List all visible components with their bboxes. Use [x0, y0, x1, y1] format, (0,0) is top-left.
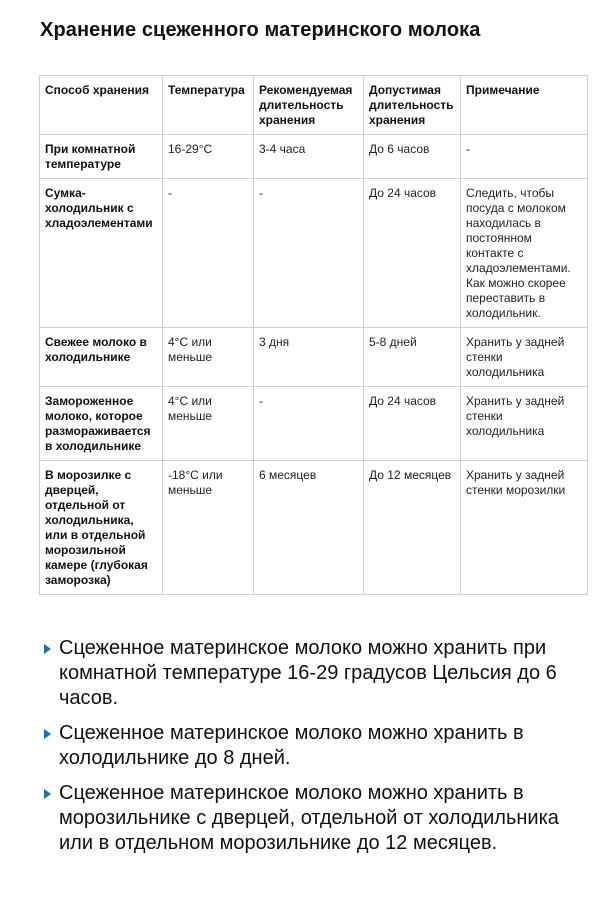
header-temperature: Температура	[163, 76, 254, 135]
table-row	[40, 461, 588, 595]
header-allowed: Допустимая длительность хранения	[364, 76, 461, 135]
cell-recommended: 6 месяцев	[254, 461, 364, 595]
storage-table	[39, 75, 588, 595]
cell-allowed: 5-8 дней	[364, 328, 461, 387]
list-item-text: Сцеженное материнское молоко можно хранить в холодильнике до 8 дней.	[59, 722, 524, 769]
list-item	[44, 781, 594, 856]
cell-allowed: До 12 месяцев	[364, 461, 461, 595]
cell-allowed: До 24 часов	[364, 179, 461, 328]
cell-note: Следить, чтобы посуда с молоком находилась в постоянном контакте с хладоэлементами. Как можно скорее переставить в холодильник.	[461, 179, 588, 328]
cell-method: Свежее молоко в холодильнике	[40, 328, 163, 387]
cell-note: Хранить у задней стенки холодильника	[461, 387, 588, 461]
chevron-right-icon	[44, 789, 51, 799]
cell-method: В морозилке с дверцей, отдельной от холодильника, или в отдельной морозильной камере (глубокая заморозка)	[40, 461, 163, 595]
cell-temperature: 4°C или меньше	[163, 387, 254, 461]
cell-temperature: 16-29°C	[163, 135, 254, 179]
chevron-right-icon	[44, 729, 51, 739]
bullet-list	[44, 636, 594, 866]
cell-method: При комнатной температуре	[40, 135, 163, 179]
cell-allowed: До 24 часов	[364, 387, 461, 461]
table-row	[40, 387, 588, 461]
cell-note: Хранить у задней стенки морозилки	[461, 461, 588, 595]
table-row	[40, 135, 588, 179]
page-title: Хранение сцеженного материнского молока	[40, 19, 481, 41]
table-row	[40, 179, 588, 328]
chevron-right-icon	[44, 644, 51, 654]
cell-temperature: 4°C или меньше	[163, 328, 254, 387]
cell-allowed: До 6 часов	[364, 135, 461, 179]
table-row	[40, 328, 588, 387]
cell-method: Сумка-холодильник с хладоэлементами	[40, 179, 163, 328]
cell-recommended: -	[254, 179, 364, 328]
cell-method: Замороженное молоко, которое размораживается в холодильнике	[40, 387, 163, 461]
cell-recommended: 3-4 часа	[254, 135, 364, 179]
header-note: Примечание	[461, 76, 588, 135]
cell-temperature: -	[163, 179, 254, 328]
list-item	[44, 721, 594, 771]
header-recommended: Рекомендуемая длительность хранения	[254, 76, 364, 135]
cell-recommended: 3 дня	[254, 328, 364, 387]
cell-recommended: -	[254, 387, 364, 461]
list-item-text: Сцеженное материнское молоко можно хранить в морозильнике с дверцей, отдельной от холодильника или в отдельном морозильнике до 12 месяцев.	[59, 782, 559, 854]
table-header-row	[40, 76, 588, 135]
list-item	[44, 636, 594, 711]
header-method: Способ хранения	[40, 76, 163, 135]
cell-note: -	[461, 135, 588, 179]
cell-temperature: -18°C или меньше	[163, 461, 254, 595]
list-item-text: Сцеженное материнское молоко можно хранить при комнатной температуре 16-29 градусов Цельсия до 6 часов.	[59, 637, 557, 709]
cell-note: Хранить у задней стенки холодильника	[461, 328, 588, 387]
